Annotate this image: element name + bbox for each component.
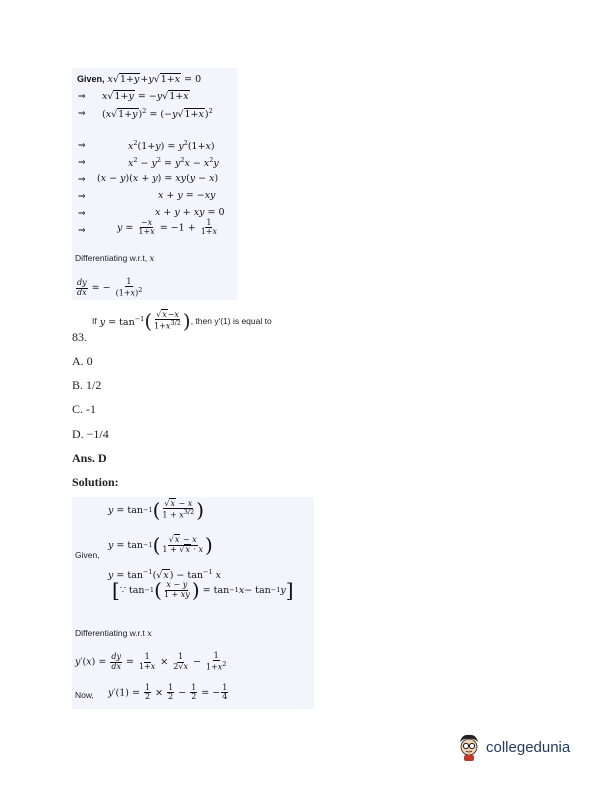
implies-arrow: ⇒ (78, 141, 86, 151)
option-d: D. −1/4 (72, 427, 109, 441)
implies-arrow: ⇒ (78, 92, 86, 102)
sol-given-label: Given, (75, 550, 100, 560)
mascot-icon (456, 732, 482, 762)
sol-final: y′(1) = $\frac{1}{2}$ × $\frac{1}{2}$ − $\frac{1}{2}$ = − $\frac{1}{4}$ (108, 683, 228, 702)
solution-box (72, 497, 314, 709)
solution-heading: Solution: (72, 475, 119, 489)
prev-line-4: $x^2(1+y) = y^2(1+x)$ (128, 139, 215, 153)
sol-differentiating-text: Differentiating w.r.t x (75, 628, 152, 639)
question-number: 83. (72, 330, 87, 344)
prev-line-3: $(x√1+y)^2 = (-y√1+x)^2$ (102, 107, 213, 121)
sol-now-label: Now, (75, 690, 94, 700)
prev-line-9: y = $\frac{-x}{1+x}$ = −1 + $\frac{1}{1+x}$ (117, 218, 218, 237)
sol-differentiating-label: Differentiating w.r.t (75, 628, 145, 638)
prev-line-6: (x − y)(x + y) = xy(y − x) (97, 173, 219, 184)
sol-derivative: y′(x) = $\frac{dy}{dx}$ = $\frac{1}{1+x}$ × $\frac{1}{2√x}$ − $\frac{1}{1+x^2}$ (75, 651, 227, 673)
implies-arrow: ⇒ (78, 192, 86, 202)
prev-line-2: x√1+y = −y√1+x (102, 91, 189, 102)
sol-line-1: y = tan −1 ( $\frac{√x - x}{1 + x^{3/2}}$ ) (108, 498, 205, 523)
question-suffix: , then y′(1) is equal to (190, 316, 272, 327)
implies-arrow: ⇒ (78, 209, 86, 219)
implies-arrow: ⇒ (78, 158, 86, 168)
sol-identity: [ ∵ tan −1 ( $\frac{x - y}{1 + xy}$ ) = tan −1 x − tan −1 y ] (112, 578, 294, 602)
previous-solution-box (72, 68, 237, 300)
brand-name: collegedunia (486, 738, 571, 756)
answer-text: Ans. D (72, 451, 107, 465)
implies-arrow: ⇒ (78, 226, 86, 236)
implies-arrow: ⇒ (78, 175, 86, 185)
prev-line-7: x + y = −xy (158, 190, 216, 201)
question-text: If $y = \tan^{-1}$ ( $\frac{√x-x}{1+x^{3/2}}$ ) , then y′(1) is equal to (92, 309, 272, 334)
prev-line-8: x + y + xy = 0 (155, 207, 225, 218)
option-a: A. 0 (72, 354, 93, 368)
option-b: B. 1/2 (72, 378, 102, 392)
sol-line-3: $y = \tan^{-1}(√x) - \tan^{-1} x$ (108, 568, 221, 582)
prev-line-5: $x^2 - y^2 = y^2x - x^2y$ (128, 156, 219, 170)
implies-arrow: ⇒ (78, 109, 86, 119)
prev-differentiating-text: Differentiating w.r.t, x (75, 253, 155, 264)
sol-line-2: y = tan −1 ( $\frac{√x - x}{1 + √x \cdot x}$ ) (108, 533, 213, 557)
prev-derivative: $\frac{dy}{dx}$ = − $\frac{1}{(1+x)^2}$ (77, 277, 143, 299)
brand-logo (456, 732, 570, 762)
prev-differentiating-label: Differentiating w.r.t, (75, 253, 148, 263)
option-c: C. -1 (72, 402, 96, 416)
prev-line-given: Given, x√1+y+y√1+x = 0 (77, 74, 202, 85)
question-prefix: If (92, 316, 97, 327)
prev-given-label: Given, (77, 74, 105, 84)
